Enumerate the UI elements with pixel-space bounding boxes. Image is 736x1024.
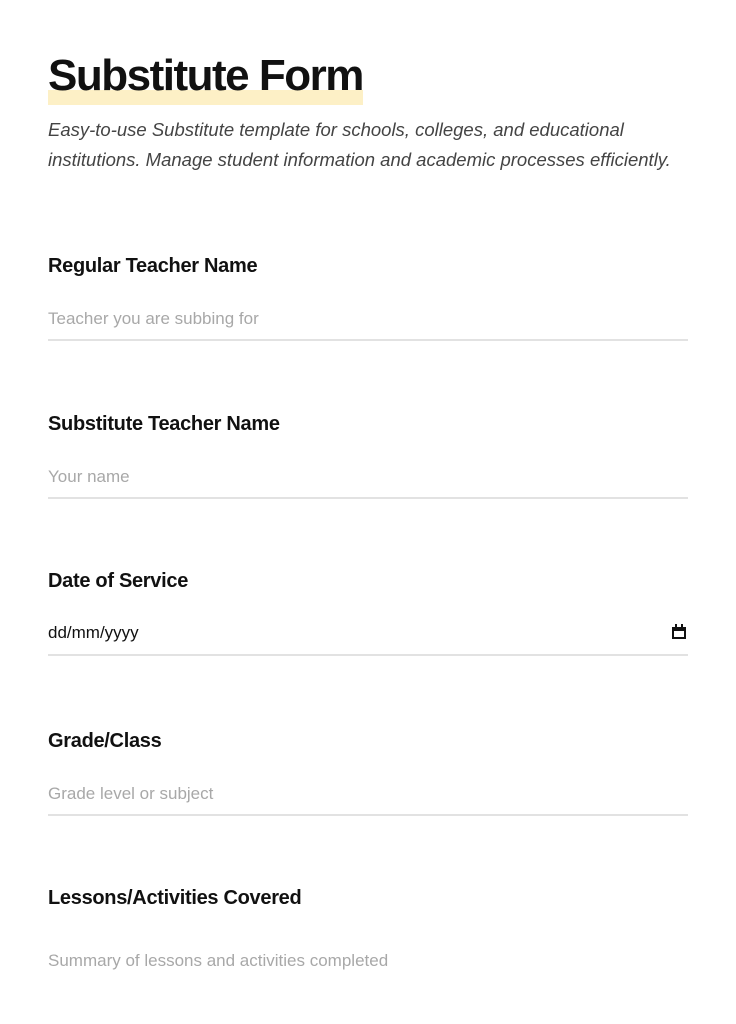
field-substitute-teacher xyxy=(48,409,688,439)
grade-class-input[interactable] xyxy=(48,774,688,816)
field-label: Date of Service xyxy=(48,570,189,592)
field-label: Regular Teacher Name xyxy=(48,255,258,277)
lessons-covered-input[interactable] xyxy=(48,941,688,983)
form-description: Easy-to-use Substitute template for schools, colleges, and educational institutions. Manage student information and academic processes efficiently. xyxy=(48,119,671,170)
field-grade-class xyxy=(48,726,688,756)
field-label: Substitute Teacher Name xyxy=(48,413,280,435)
calendar-icon[interactable] xyxy=(672,627,686,639)
date-input[interactable]: dd/mm/yyyy xyxy=(48,623,139,642)
regular-teacher-input[interactable] xyxy=(48,299,688,341)
substitute-teacher-input[interactable] xyxy=(48,457,688,499)
page-title: Substitute Form xyxy=(48,50,363,105)
field-label: Lessons/Activities Covered xyxy=(48,887,302,909)
field-lessons-covered xyxy=(48,883,688,913)
field-label: Grade/Class xyxy=(48,730,162,752)
input-underline xyxy=(48,654,688,656)
field-regular-teacher xyxy=(48,251,688,281)
field-date-of-service[interactable] xyxy=(48,566,688,642)
